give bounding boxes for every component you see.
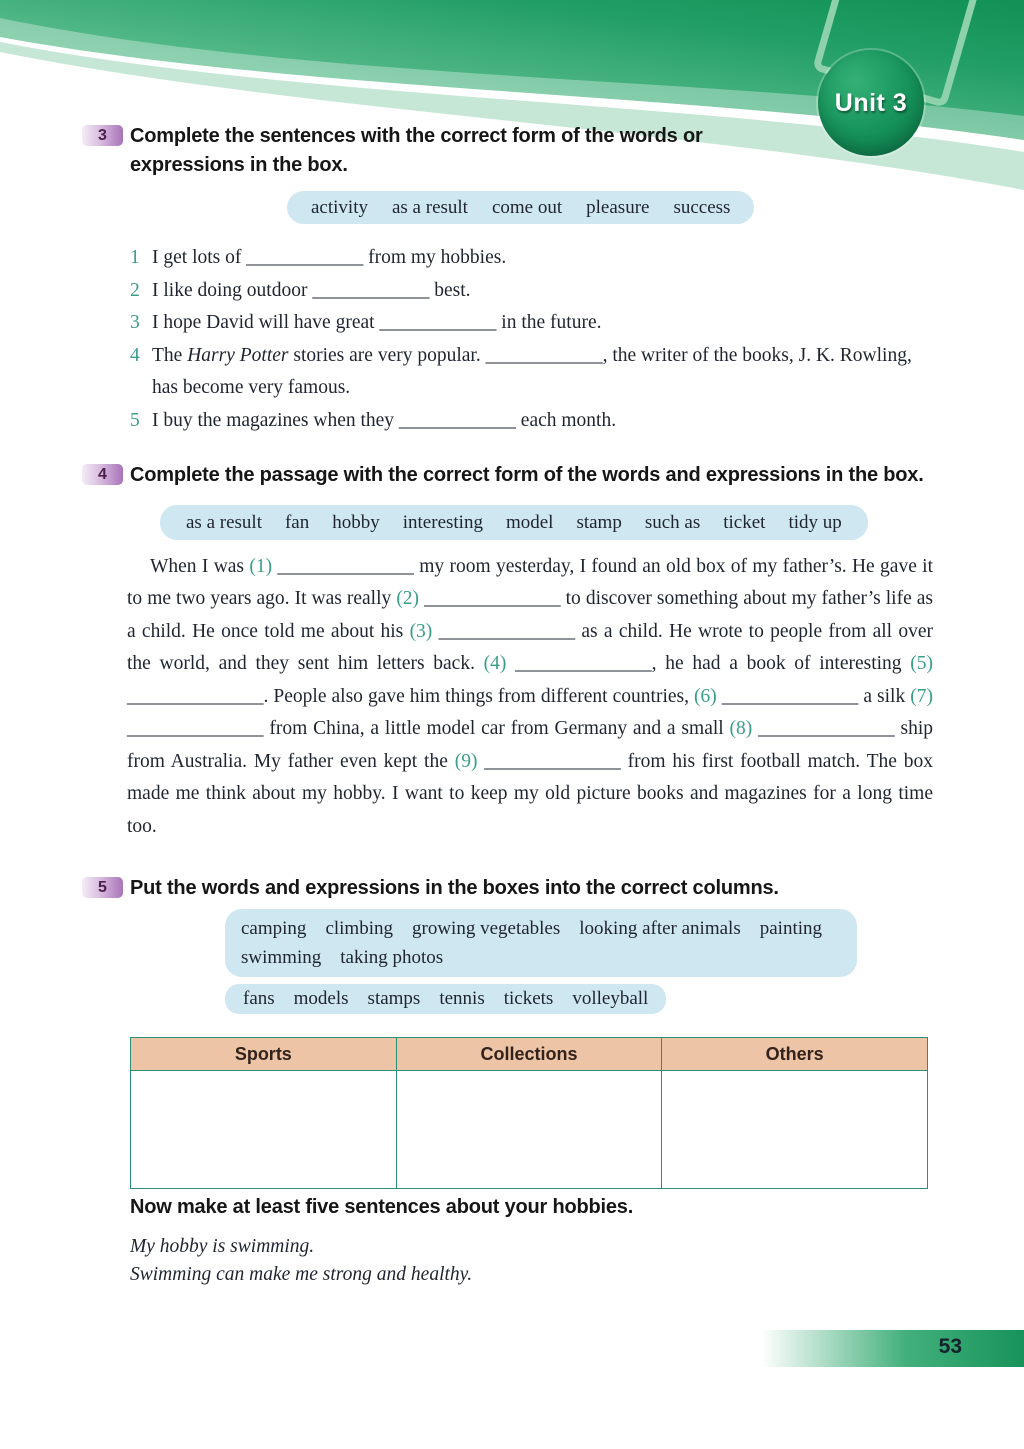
word-box-item: fan: [284, 511, 310, 533]
exercise5-heading: [82, 874, 982, 903]
exercise5-word-box-collections: [225, 984, 666, 1014]
word-box-item: models: [293, 988, 349, 1009]
table-header-row: [131, 1038, 928, 1071]
sentence-row: [130, 307, 942, 340]
word-box-item: tidy up: [788, 511, 842, 533]
table-header-sports: Sports: [131, 1038, 397, 1071]
word-box-item: fans: [243, 988, 275, 1009]
exercise4-word-box: [160, 505, 868, 540]
sentence-number: 2: [130, 279, 140, 301]
example-sentence: My hobby is swimming.: [130, 1236, 315, 1257]
sentence-text: I get lots of ____________ from my hobbies.: [152, 247, 507, 268]
exercise3-sentences: [130, 242, 942, 437]
word-box-item: stamp: [576, 511, 622, 533]
word-box-item: tennis: [439, 988, 485, 1009]
table-body-row: [131, 1071, 928, 1189]
sentence-text: The Harry Potter stories are very popular. ____________, the writer of the books, J. K. Rowling, has become very famous.: [152, 344, 912, 398]
followup-instruction: Now make at least five sentences about your hobbies.: [130, 1196, 634, 1218]
sentence-number: 3: [130, 312, 140, 333]
table-header-others: Others: [662, 1038, 928, 1071]
word-box-item: interesting: [402, 511, 483, 533]
table-cell-sports: [131, 1071, 397, 1189]
page-number: 53: [938, 1335, 962, 1358]
word-box-item: come out: [491, 196, 563, 218]
example-sentence: Swimming can make me strong and healthy.: [130, 1263, 473, 1285]
sentence-number: 5: [130, 409, 140, 431]
word-box-item: tickets: [503, 988, 554, 1009]
word-box-item: painting: [759, 918, 823, 939]
word-box-item: success: [673, 196, 731, 218]
sentence-row: [130, 405, 942, 438]
exercise3-number-badge: 3: [82, 125, 123, 146]
word-box-item: stamps: [367, 988, 421, 1009]
table-cell-collections: [396, 1071, 662, 1189]
word-box-item: model: [505, 511, 554, 533]
unit-badge-label: Unit 3: [834, 88, 908, 117]
word-box-item: such as: [644, 511, 701, 533]
word-box-item: camping: [241, 918, 307, 939]
word-box-item: hobby: [332, 511, 380, 533]
exercise5-word-box-activities: [225, 909, 857, 977]
word-box-item: ticket: [723, 511, 766, 533]
word-box-item: looking after animals: [579, 918, 741, 939]
table-cell-others: [662, 1071, 928, 1189]
sentence-text: I hope David will have great ____________ in the future.: [152, 312, 602, 333]
example-sentences: [130, 1233, 472, 1288]
exercise4-number-badge: 4: [82, 464, 123, 485]
word-box-item: growing vegetables: [412, 918, 561, 939]
word-box-item: taking photos: [340, 947, 444, 968]
exercise5-title: Put the words and expressions in the boxes into the correct columns.: [130, 877, 779, 899]
sentence-text: I buy the magazines when they ____________ each month.: [152, 409, 617, 431]
word-box-item: as a result: [391, 196, 468, 218]
exercise5-number-badge: 5: [82, 877, 123, 898]
table-header-collections: Collections: [396, 1038, 662, 1071]
sentence-number: 4: [130, 344, 140, 366]
exercise4-heading: [82, 461, 982, 490]
exercise3-word-box: [287, 191, 754, 224]
word-box-item: climbing: [325, 918, 393, 939]
exercise3-title: Complete the sentences with the correct form of the words or expressions in the box.: [130, 125, 703, 176]
exercise3-heading: [82, 122, 802, 180]
sentence-text: I like doing outdoor ____________ best.: [152, 279, 471, 301]
sentence-row: [130, 340, 942, 405]
classification-table: [130, 1037, 928, 1189]
word-box-item: volleyball: [572, 988, 649, 1009]
word-box-item: pleasure: [586, 196, 650, 218]
sentence-number: 1: [130, 247, 140, 268]
unit-badge: [818, 50, 924, 156]
page-number-bar: [600, 1330, 1024, 1367]
exercise4-title: Complete the passage with the correct form of the words and expressions in the box.: [130, 464, 924, 486]
word-box-item: activity: [311, 196, 368, 218]
sentence-row: [130, 275, 942, 308]
word-box-item: swimming: [241, 947, 322, 968]
exercise4-passage: When I was (1) ______________ my room yesterday, I found an old box of my father’s. He gave it to me two years ago. It was really (2) ______________ to discover something about my father’s life as a child. He once told me about his (3) ______________ as a child. He wrote to people from all over the world, and they sent him letters back. (4) ______________, he had a book of interesting (5) ______________. People also gave him things from different countries, (6) ______________ a silk (7) ______________ from China, a little model car from Germany and a small (8) ______________ ship from Australia. My father even kept the (9) ______________ from his first football match. The box made me think about my hobby. I want to keep my old picture books and magazines for a long time too.: [127, 556, 934, 837]
word-box-item: as a result: [186, 511, 262, 533]
sentence-row: [130, 242, 942, 275]
